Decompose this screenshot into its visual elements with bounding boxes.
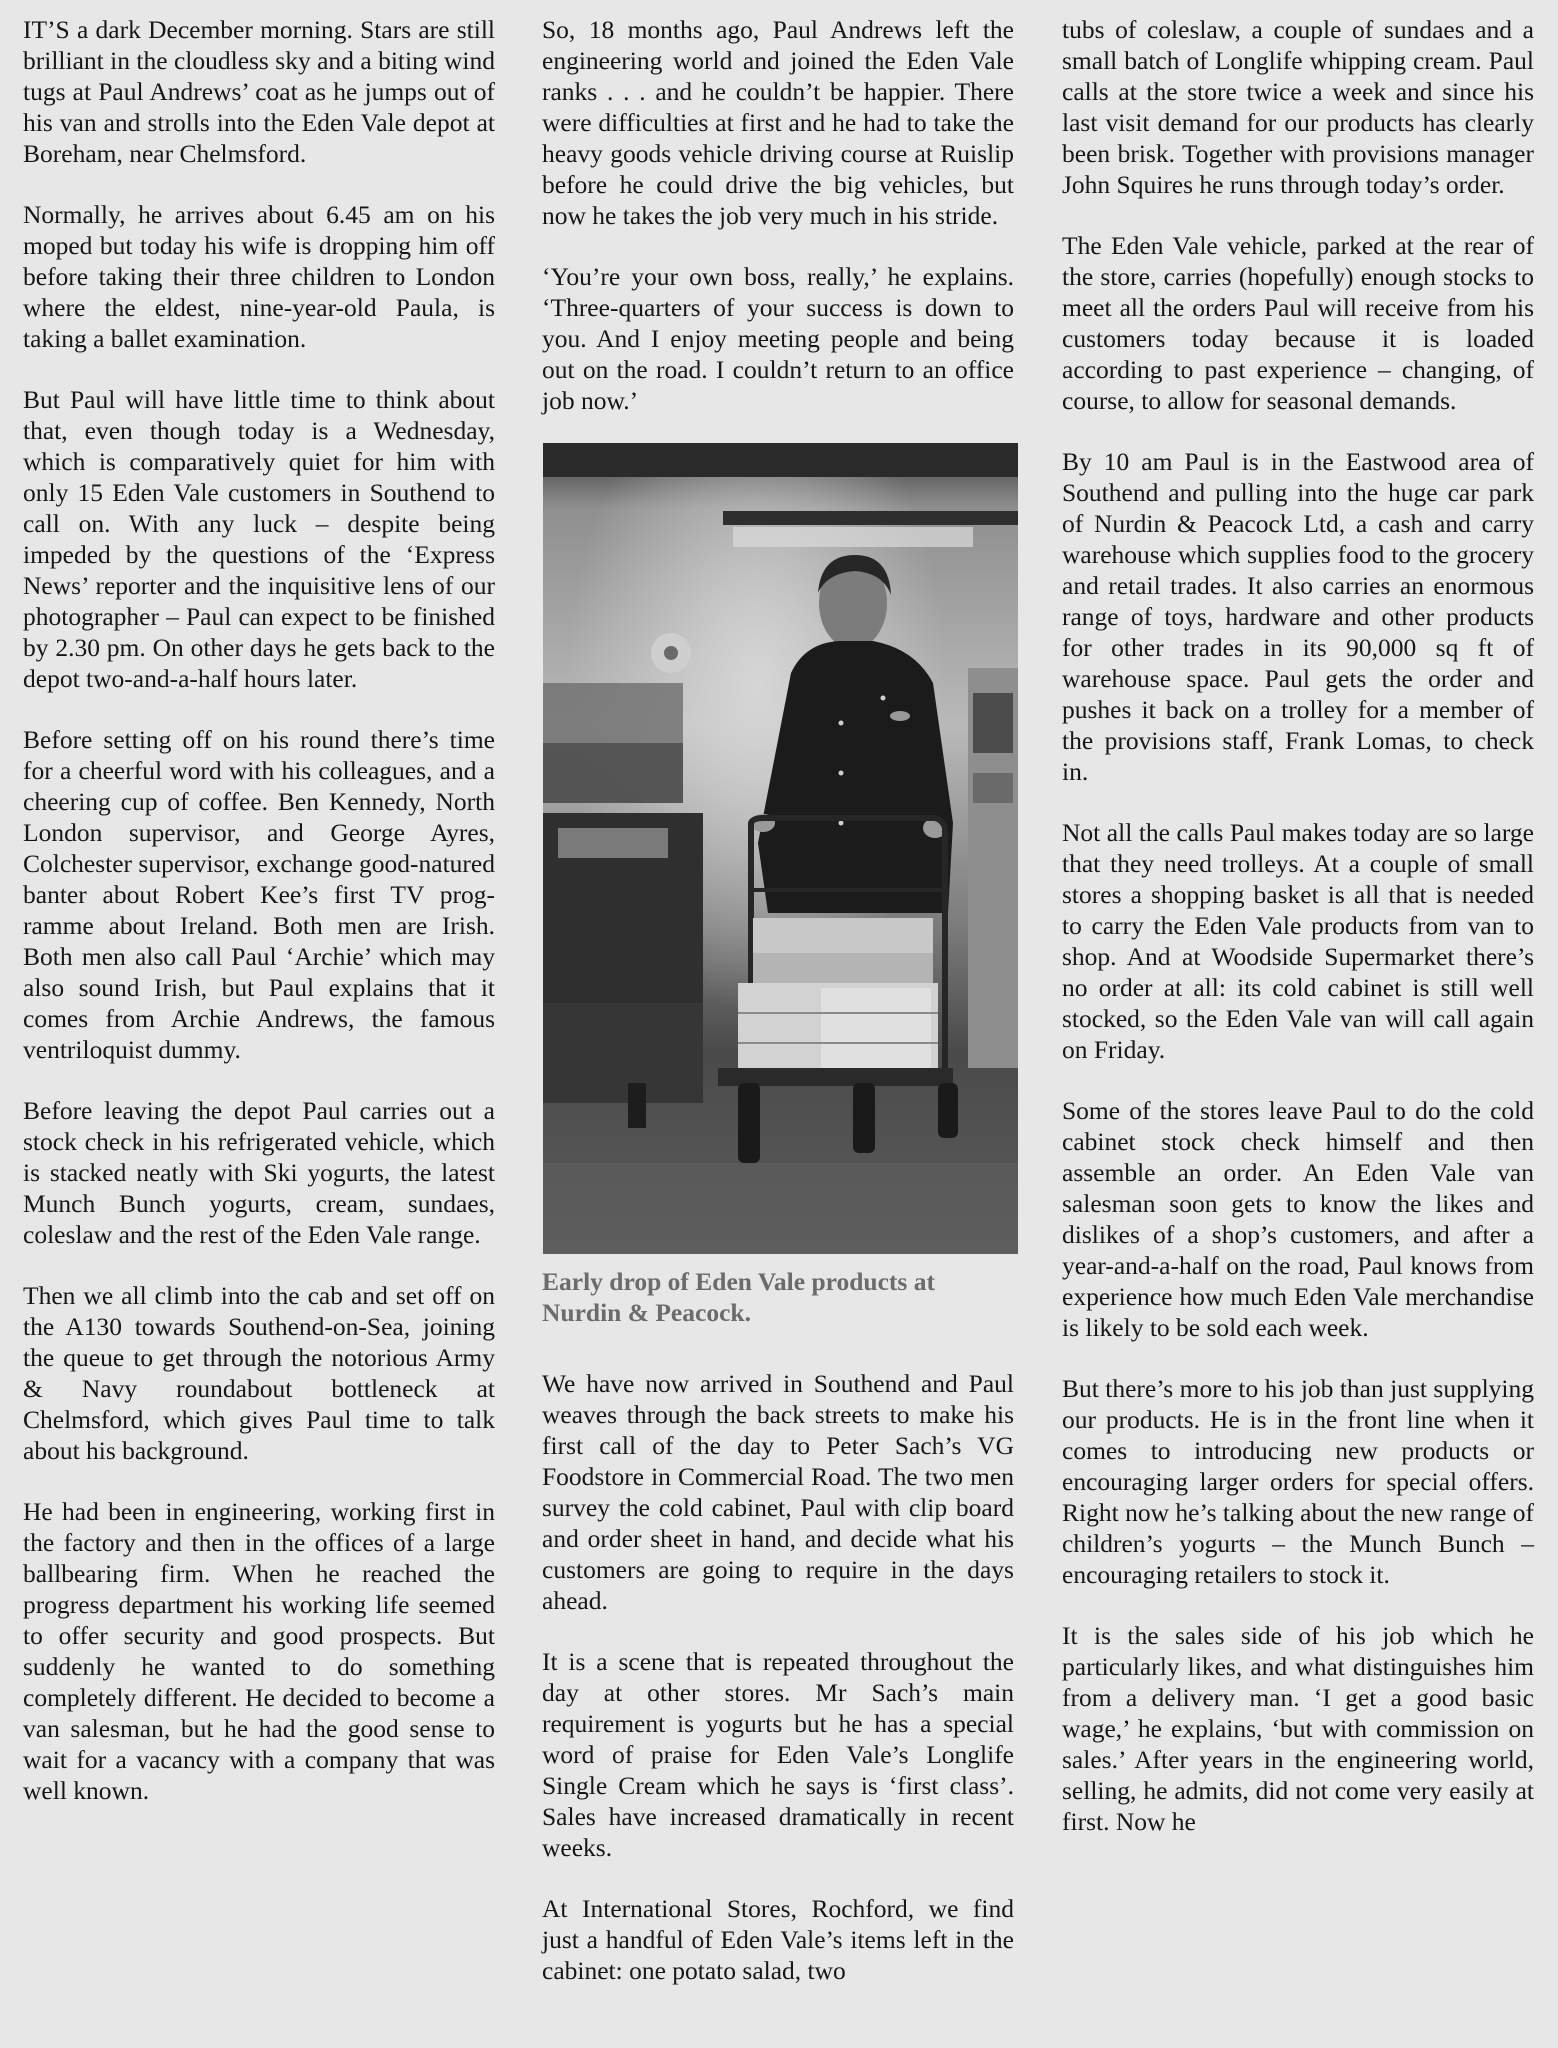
article-column-right [1062, 14, 1534, 1867]
article-paragraph: But there’s more to his job than just supplying our products. He is in the front line when it comes to introducing new products or encouraging larger orders for special offers. Right now he’s talking about the new range of children’s yogurts – the Munch Bunch – encouraging retailers to stock it. [1062, 1374, 1534, 1589]
article-paragraph: Normally, he arrives about 6.45 am on his moped but today his wife is dropping him off before taking their three children to London where the eldest, nine-year-old Paula, is taking a ballet examination. [23, 200, 495, 353]
article-column-middle [542, 14, 1014, 2016]
article-paragraph: The Eden Vale vehicle, parked at the rear of the store, carries (hopefully) enough stocks to meet all the orders Paul will receive from his customers today because it is loaded according to past experience – changing, of course, to allow for seasonal demands. [1062, 231, 1534, 415]
article-paragraph: Then we all climb into the cab and set off on the A130 towards Southend-on-Sea, joining the queue to get through the notorious Army & Navy roundabout bottleneck at Chelmsford, which gives Paul time to talk about his background. [23, 1281, 495, 1465]
article-paragraph: tubs of coleslaw, a couple of sundaes and a small batch of Longlife whipping cream. Paul calls at the store twice a week and since his last visit demand for our products has clearly been brisk. Together with provisions manager John Squires he runs through today’s order. [1062, 15, 1534, 199]
article-paragraph: But Paul will have little time to think about that, even though today is a Wednesday, which is comparatively quiet for him with only 15 Eden Vale customers in Southend to call on. With any luck – despite being impeded by the questions of the ‘Express News’ reporter and the inquisitive lens of our photographer – Paul can expect to be finished by 2.30 pm. On other days he gets back to the depot two-and-a-half hours later. [23, 385, 495, 693]
article-paragraph: ‘You’re your own boss, really,’ he explains. ‘Three-quarters of your success is down to you. And I enjoy meeting people and being out on the road. I couldn’t return to an office job now.’ [542, 262, 1014, 415]
article-paragraph: At International Stores, Rochford, we find just a handful of Eden Vale’s items left in the cabinet: one potato salad, two [542, 1894, 1014, 1985]
photo-caption: Early drop of Eden Vale products at Nurdin & Peacock. [542, 1267, 935, 1327]
article-photo [543, 443, 1018, 1254]
article-paragraph: Before setting off on his round there’s time for a cheerful word with his colleagues, and a cheering cup of coffee. Ben Kennedy, North London supervisor, and George Ayres, Colchester supervisor, exchange good-natured banter about Robert Kee’s first TV programme about Ireland. Both men are Irish. Both men also call Paul ‘Archie’ which may also sound Irish, but Paul explains that it comes from Archie Andrews, the famous ventriloquist dummy. [23, 725, 495, 1064]
article-paragraph: So, 18 months ago, Paul Andrews left the engineering world and joined the Eden Vale ranks . . . and he couldn’t be happier. There were difficulties at first and he had to take the heavy goods vehicle driving course at Ruislip before he could drive the big vehicles, but now he takes the job very much in his stride. [542, 15, 1014, 230]
article-paragraph: Some of the stores leave Paul to do the cold cabinet stock check himself and then assemble an order. An Eden Vale van salesman soon gets to know the likes and dislikes of a shop’s customers, and after a year-and-a-half on the road, Paul knows from experience how much Eden Vale merchandise is likely to be sold each week. [1062, 1096, 1534, 1342]
article-paragraph: He had been in engineering, working first in the factory and then in the offices of a large ballbearing firm. When he reached the progress department his working life seemed to offer security and good prospects. But suddenly he wanted to do something completely different. He decided to become a van salesman, but he had the good sense to wait for a vacancy with a company that was well known. [23, 1497, 495, 1805]
article-paragraph: It is a scene that is repeated throughout the day at other stores. Mr Sach’s main requirement is yogurts but he has a special word of praise for Eden Vale’s Longlife Single Cream which he says is ‘first class’. Sales have increased dramatically in recent weeks. [542, 1647, 1014, 1862]
article-paragraph: It is the sales side of his job which he particularly likes, and what distinguishes him from a delivery man. ‘I get a good basic wage,’ he explains, ‘but with commission on sales.’ After years in the engineering world, selling, he admits, did not come very easily at first. Now he [1062, 1621, 1534, 1836]
article-paragraph: By 10 am Paul is in the Eastwood area of Southend and pulling into the huge car park of Nurdin & Peacock Ltd, a cash and carry warehouse which supplies food to the grocery and retail trades. It also carries an enormous range of toys, hardware and other products for other trades in its 90,000 sq ft of warehouse space. Paul gets the order and pushes it back on a trolley for a member of the provisions staff, Frank Lomas, to check in. [1062, 447, 1534, 786]
article-paragraph: IT’S a dark December morning. Stars are still brilliant in the cloudless sky and a biting wind tugs at Paul Andrews’ coat as he jumps out of his van and strolls into the Eden Vale depot at Boreham, near Chelmsford. [23, 15, 495, 168]
photo-salesman-with-trolley [543, 443, 1018, 1254]
article-paragraph: Not all the calls Paul makes today are so large that they need trolleys. At a couple of small stores a shopping basket is all that is needed to carry the Eden Vale products from van to shop. And at Woodside Supermarket there’s no order at all: its cold cabinet is still well stocked, so the Eden Vale van will call again on Friday. [1062, 818, 1534, 1064]
article-column-left [23, 14, 495, 1836]
article-paragraph: We have now arrived in Southend and Paul weaves through the back streets to make his first call of the day to Peter Sach’s VG Foodstore in Commercial Road. The two men survey the cold cabinet, Paul with clip board and order sheet in hand, and decide what his customers are going to require in the days ahead. [542, 1369, 1014, 1615]
article-paragraph: Before leaving the depot Paul carries out a stock check in his refrigerated vehicle, which is stacked neatly with Ski yogurts, the latest Munch Bunch yogurts, cream, sundaes, coleslaw and the rest of the Eden Vale range. [23, 1096, 495, 1249]
